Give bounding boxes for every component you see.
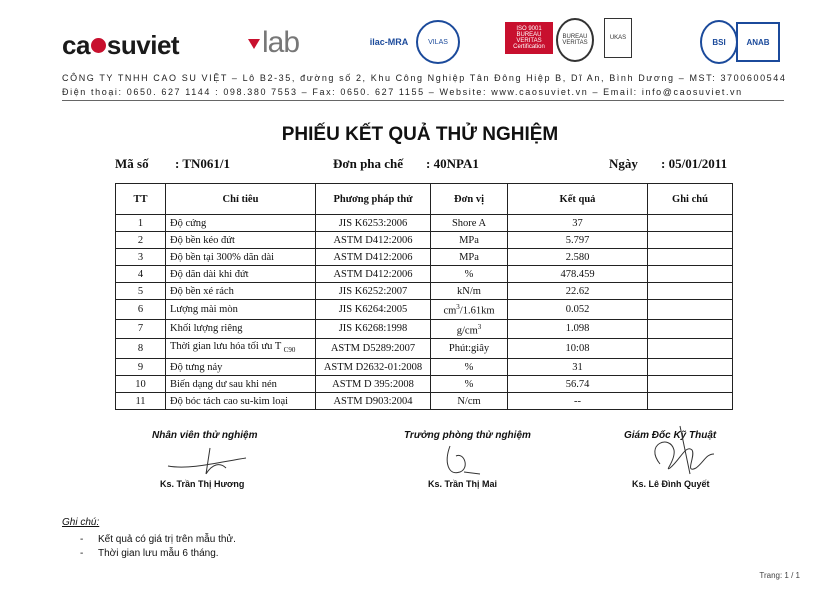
vlab-text: lab xyxy=(262,26,300,59)
ilac-mra-badge: ilac-MRA xyxy=(369,37,409,47)
signature-name-technician: Ks. Trần Thị Hương xyxy=(160,479,245,489)
cell-tt: 1 xyxy=(116,215,166,232)
ukas-badge: UKAS xyxy=(604,18,632,58)
cell-tt: 10 xyxy=(116,376,166,393)
signature-mark-head xyxy=(440,442,500,478)
cell-tt: 9 xyxy=(116,359,166,376)
signature-mark-technician xyxy=(160,444,250,478)
cell-ghi-chu xyxy=(648,266,733,283)
note-item: - Thời gian lưu mẫu 6 tháng. xyxy=(80,548,219,559)
cell-phuong-phap: ASTM D2632-01:2008 xyxy=(316,359,431,376)
table-row xyxy=(116,339,733,359)
cell-phuong-phap: JIS K6253:2006 xyxy=(316,215,431,232)
company-address-line: CÔNG TY TNHH CAO SU VIỆT – Lô B2-35, đường số 2, Khu Công Nghiệp Tân Đông Hiệp B, Dĩ An, Bình Dương – MST: 3700600544 xyxy=(62,73,787,83)
cell-ghi-chu xyxy=(648,376,733,393)
cell-tt: 6 xyxy=(116,300,166,320)
cell-tt: 2 xyxy=(116,232,166,249)
bureau-veritas-badge: BUREAU VERITAS xyxy=(556,18,594,62)
document-title: PHIẾU KẾT QUẢ THỬ NGHIỆM xyxy=(281,124,559,145)
cell-ket-qua: 56.74 xyxy=(508,376,648,393)
ngay-label: Ngày xyxy=(609,156,638,171)
cell-ket-qua: 1.098 xyxy=(508,319,648,339)
table-row xyxy=(116,376,733,393)
notes-title: Ghi chú: xyxy=(62,517,100,528)
ma-so-value: : TN061/1 xyxy=(175,156,231,171)
vlab-triangle-icon xyxy=(248,39,260,49)
cell-tt: 3 xyxy=(116,249,166,266)
signature-mark-director xyxy=(640,424,720,484)
vlab-logo xyxy=(248,26,299,60)
anab-badge: ANAB xyxy=(736,22,780,62)
cell-ket-qua: 22.62 xyxy=(508,283,648,300)
cell-ket-qua: 37 xyxy=(508,215,648,232)
cell-ket-qua: 10:08 xyxy=(508,339,648,359)
cell-don-vi: Phút:giây xyxy=(431,339,508,359)
cell-phuong-phap: ASTM D5289:2007 xyxy=(316,339,431,359)
table-header-row xyxy=(116,184,733,215)
cell-phuong-phap: ASTM D412:2006 xyxy=(316,232,431,249)
cell-phuong-phap: ASTM D412:2006 xyxy=(316,266,431,283)
cell-don-vi: % xyxy=(431,266,508,283)
ma-so-label: Mã số xyxy=(115,156,149,171)
note-bullet: - xyxy=(80,548,84,559)
vilas-badge: VILAS xyxy=(416,20,460,64)
table-row xyxy=(116,283,733,300)
cell-phuong-phap: JIS K6264:2005 xyxy=(316,300,431,320)
iso-certification-badge: ISO 9001 BUREAU VERITAS Certification xyxy=(505,22,553,54)
company-contact-line: Điện thoại: 0650. 627 1144 : 098.380 7553 – Fax: 0650. 627 1155 – Website: www.caosuviet.vn – Email: info@caosuviet.vn xyxy=(62,87,743,97)
cell-ghi-chu xyxy=(648,300,733,320)
header-tt: TT xyxy=(116,184,166,215)
cell-ghi-chu xyxy=(648,339,733,359)
cell-chi-tieu: Biến dạng dư sau khi nén xyxy=(166,376,316,393)
header-phuong-phap: Phương pháp thử xyxy=(316,184,431,215)
cell-ghi-chu xyxy=(648,283,733,300)
cell-chi-tieu: Độ bóc tách cao su-kim loại xyxy=(166,393,316,410)
logo-text-left: ca xyxy=(62,30,90,60)
cell-ghi-chu xyxy=(648,215,733,232)
logo-dot xyxy=(91,38,106,53)
cell-phuong-phap: ASTM D412:2006 xyxy=(316,249,431,266)
note-item: - Kết quả có giá trị trên mẫu thử. xyxy=(80,534,236,545)
cell-ket-qua: 0.052 xyxy=(508,300,648,320)
cell-ket-qua: 5.797 xyxy=(508,232,648,249)
cell-chi-tieu: Độ cứng xyxy=(166,215,316,232)
cell-chi-tieu: Độ bền tại 300% dãn dài xyxy=(166,249,316,266)
cell-tt: 7 xyxy=(116,319,166,339)
cell-ghi-chu xyxy=(648,359,733,376)
cell-ket-qua: 2.580 xyxy=(508,249,648,266)
table-row xyxy=(116,249,733,266)
cell-phuong-phap: ASTM D 395:2008 xyxy=(316,376,431,393)
signature-title-director: Giám Đốc Kỹ Thuật xyxy=(624,430,717,441)
cell-chi-tieu: Độ bền xé rách xyxy=(166,283,316,300)
cell-chi-tieu: Độ tưng nảy xyxy=(166,359,316,376)
bsi-badge: BSI xyxy=(700,20,738,64)
cell-tt: 4 xyxy=(116,266,166,283)
signature-name-director: Ks. Lê Đình Quyết xyxy=(632,479,710,489)
header-chi-tieu: Chỉ tiêu xyxy=(166,184,316,215)
table-row xyxy=(116,393,733,410)
header-ket-qua: Kết quả xyxy=(508,184,648,215)
cell-don-vi: % xyxy=(431,359,508,376)
logo-text-right: suviet xyxy=(106,30,180,60)
results-table xyxy=(115,183,733,410)
cell-don-vi: % xyxy=(431,376,508,393)
header-divider xyxy=(62,100,784,101)
cell-phuong-phap: JIS K6252:2007 xyxy=(316,283,431,300)
cell-phuong-phap: ASTM D903:2004 xyxy=(316,393,431,410)
cell-chi-tieu: Thời gian lưu hóa tối ưu T $_{C90}$ xyxy=(166,339,316,359)
don-pha-che-value: : 40NPA1 xyxy=(426,156,479,171)
cell-don-vi: $cm^3/1.61km$ xyxy=(431,300,508,320)
cell-chi-tieu: Độ bền kéo đứt xyxy=(166,232,316,249)
cell-don-vi: Shore A xyxy=(431,215,508,232)
cell-ghi-chu xyxy=(648,232,733,249)
cell-ghi-chu xyxy=(648,249,733,266)
caosuviet-logo xyxy=(62,30,179,61)
table-row xyxy=(116,215,733,232)
cell-ket-qua: 31 xyxy=(508,359,648,376)
cell-tt: 11 xyxy=(116,393,166,410)
cell-ghi-chu xyxy=(648,393,733,410)
cell-don-vi: kN/m xyxy=(431,283,508,300)
signature-title-head: Trưởng phòng thử nghiệm xyxy=(404,430,531,441)
page-number: Trang: 1 / 1 xyxy=(759,571,800,580)
cell-don-vi: $g/cm^3$ xyxy=(431,319,508,339)
table-row xyxy=(116,319,733,339)
don-pha-che-label: Đơn pha chế xyxy=(333,156,404,171)
header-ghi-chu: Ghi chú xyxy=(648,184,733,215)
cell-tt: 8 xyxy=(116,339,166,359)
cell-phuong-phap: JIS K6268:1998 xyxy=(316,319,431,339)
cell-chi-tieu: Lượng mài mòn xyxy=(166,300,316,320)
cell-tt: 5 xyxy=(116,283,166,300)
cell-ket-qua: -- xyxy=(508,393,648,410)
cell-chi-tieu: Khối lượng riêng xyxy=(166,319,316,339)
header-don-vi: Đơn vị xyxy=(431,184,508,215)
table-row xyxy=(116,300,733,320)
ngay-value: : 05/01/2011 xyxy=(661,156,728,171)
signature-title-technician: Nhân viên thử nghiệm xyxy=(152,430,258,441)
cell-don-vi: N/cm xyxy=(431,393,508,410)
cell-don-vi: MPa xyxy=(431,249,508,266)
cell-ghi-chu xyxy=(648,319,733,339)
cell-chi-tieu: Độ dãn dài khi đứt xyxy=(166,266,316,283)
table-row xyxy=(116,266,733,283)
signature-name-head: Ks. Trần Thị Mai xyxy=(428,479,498,489)
cell-don-vi: MPa xyxy=(431,232,508,249)
table-row xyxy=(116,232,733,249)
note-bullet: - xyxy=(80,534,84,545)
table-row xyxy=(116,359,733,376)
cell-ket-qua: 478.459 xyxy=(508,266,648,283)
